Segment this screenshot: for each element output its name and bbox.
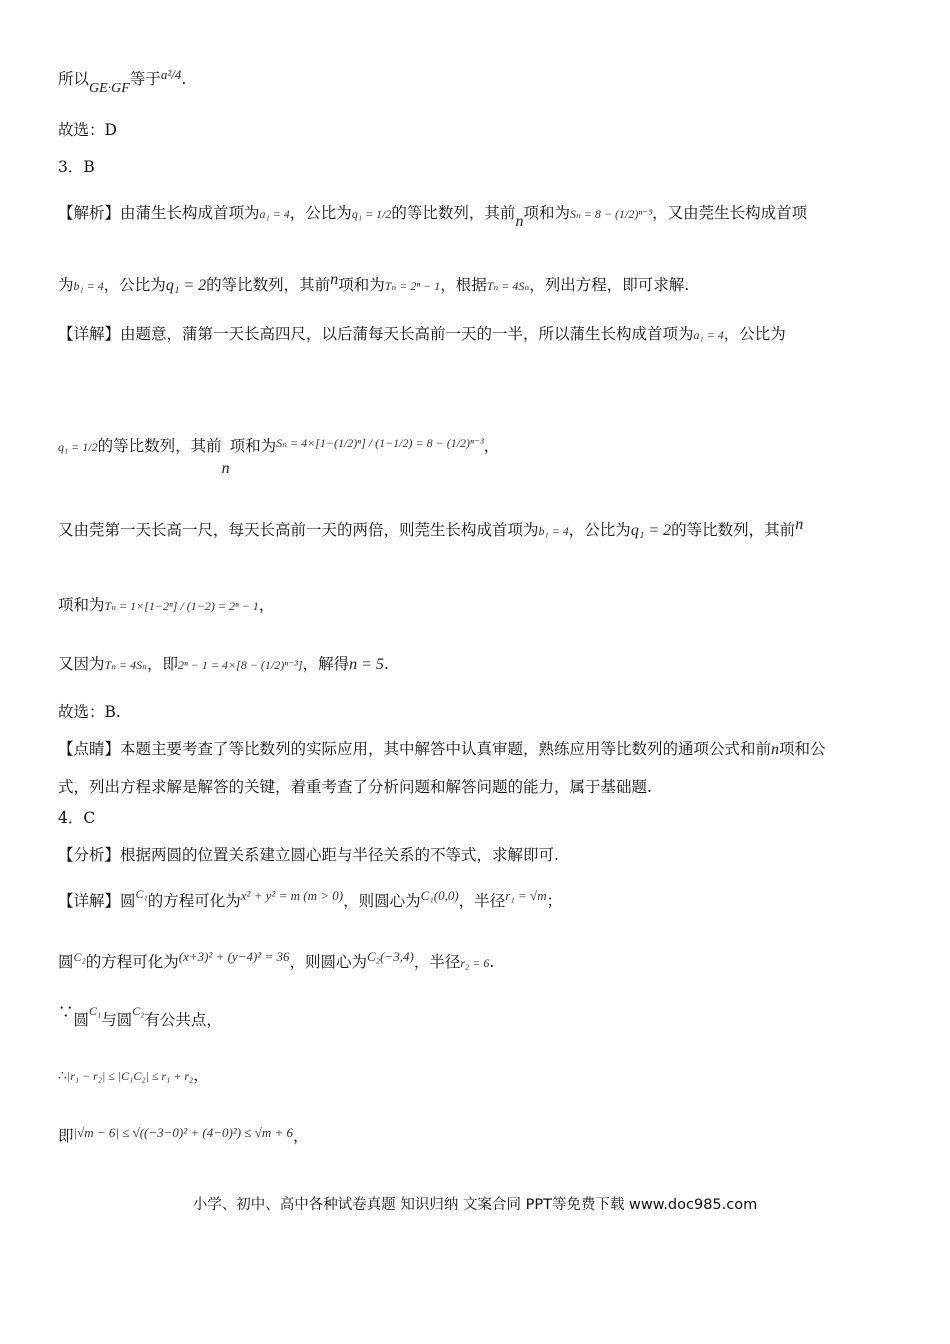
formula: q₁ = 2 [630, 522, 672, 539]
line-8 [58, 516, 804, 539]
formula: 2ⁿ − 1 = 4×[8 − (1/2)ⁿ⁻³] [178, 658, 303, 672]
formula: q₁ = 2 [165, 277, 207, 294]
formula: C₂ [132, 1004, 145, 1018]
formula: r₁ = √m [505, 888, 547, 903]
line-4 [58, 204, 808, 230]
formula: Sₙ = 8 − (1/2)ⁿ⁻³ [569, 207, 653, 221]
line-19 [58, 1068, 209, 1084]
text: ，半径 [413, 953, 461, 971]
text: 的等比数列，其前 [391, 204, 516, 222]
formula: n [515, 213, 524, 230]
text: ，列出方程，即可求解. [529, 276, 690, 294]
formula: a²/4 [160, 66, 182, 82]
formula: |r₁ − r₂| ≤ |C₁C₂| ≤ r₁ + r₂ [66, 1069, 194, 1083]
line-18 [58, 1003, 222, 1029]
formula: C₂ [73, 950, 86, 964]
text: 【详解】由题意，蒲第一天长高四尺，以后蒲每天长高前一天的一半，所以蒲生长构成首项为 [58, 325, 694, 343]
text: ，根据 [440, 276, 487, 294]
text: 所以 [58, 70, 90, 88]
text: ， [293, 1127, 309, 1145]
text: ，公比为 [568, 521, 631, 539]
text: 即 [58, 1127, 74, 1145]
formula: r₂ = 6 [460, 956, 490, 970]
text: ； [546, 892, 563, 910]
text: 与圆 [101, 1011, 133, 1029]
text: 圆 [58, 953, 74, 971]
line-15: 【分析】根据两圆的位置关系建立圆心距与半径关系的不等式，求解即可. [58, 846, 559, 864]
formula: C₂(−3,4) [366, 949, 414, 964]
text: 的方程可化为 [147, 892, 241, 910]
line-6 [58, 327, 786, 343]
text: ，解得 [302, 655, 350, 673]
formula: q₁ = 1/2 [351, 207, 392, 221]
text: ，又由莞生长构成首项 [652, 204, 808, 222]
line-2: 故选：D [58, 121, 117, 139]
formula: Tₙ = 2ⁿ − 1 [384, 279, 441, 293]
text: 项和为 [338, 276, 385, 294]
text: 的等比数列，其前 [206, 276, 331, 294]
line-7 [58, 436, 500, 477]
text: ，即 [147, 655, 179, 673]
text: ，公比为 [723, 325, 786, 343]
text: ， [258, 596, 275, 614]
formula: |√m − 6| ≤ √((−3−0)² + (4−0)²) ≤ √m + 6 [73, 1125, 294, 1140]
text: ，半径 [458, 892, 506, 910]
formula: a₁ = 4 [259, 207, 290, 221]
text: ∵ [58, 1003, 74, 1021]
formula: Sₙ = 4×[1−(1/2)ⁿ] / (1−1/2) = 8 − (1/2)ⁿ⁻³ [276, 436, 484, 450]
formula: C₁(0,0) [420, 888, 459, 903]
formula: b₁ = 4 [538, 524, 569, 538]
text: 的等比数列，其前 [671, 521, 796, 539]
formula: C₁ [89, 1004, 102, 1018]
formula: n [221, 460, 230, 477]
formula: q₁ = 1/2 [58, 440, 98, 454]
line-20 [58, 1125, 309, 1145]
text: ， [193, 1066, 209, 1084]
line-1 [58, 66, 187, 96]
text: 项和为 [229, 437, 277, 455]
formula: Tₙ = 4Sₙ [486, 279, 530, 293]
formula: Tₙ = 1×[1−2ⁿ] / (1−2) = 2ⁿ − 1 [104, 599, 259, 613]
formula: Tₙ = 4Sₙ [104, 658, 148, 672]
text: 项和为 [523, 204, 570, 222]
line-12 [58, 742, 826, 758]
line-9 [58, 598, 274, 614]
text: ，公比为 [289, 204, 352, 222]
text: . [489, 953, 495, 971]
text: 【解析】由蒲生长构成首项为 [58, 204, 260, 222]
text: 有公共点， [144, 1011, 222, 1029]
footer: 小学、初中、高中各种试卷真题 知识归纳 文案合同 PPT等免费下载 www.doc985.com [192, 1197, 758, 1213]
formula: n [771, 741, 780, 758]
text: 又由莞第一天长高一尺，每天长高前一天的两倍，则莞生长构成首项为 [58, 521, 539, 539]
text: . [181, 70, 187, 88]
text: ，则圆心为 [289, 953, 367, 971]
line-17 [58, 949, 495, 971]
text: ，公比为 [103, 276, 166, 294]
line-16 [58, 887, 563, 910]
formula: GE·GF [89, 81, 130, 96]
text: 的等比数列，其前 [97, 437, 222, 455]
text: 圆 [73, 1011, 90, 1029]
line-14: 4．C [58, 809, 96, 827]
text: 项和为 [58, 596, 105, 614]
text: 【点睛】本题主要考查了等比数列的实际应用，其中解答中认真审题，熟练应用等比数列的通项公式和前 [58, 740, 772, 758]
formula: x² + y² = m (m > 0) [240, 888, 344, 903]
line-10 [58, 657, 389, 673]
formula: n [795, 516, 804, 533]
text: 为 [58, 276, 74, 294]
formula: (x+3)² + (y−4)² = 36 [178, 949, 290, 964]
formula: n [330, 271, 339, 288]
text: ，则圆心为 [343, 892, 421, 910]
text: 的方程可化为 [85, 953, 179, 971]
formula: ∴ [58, 1069, 67, 1084]
text: 又因为 [58, 655, 105, 673]
text: 项和公 [779, 740, 826, 758]
text: . [383, 655, 389, 673]
line-5 [58, 271, 690, 294]
formula: b₁ = 4 [73, 279, 104, 293]
formula: C₁ [135, 887, 148, 901]
text: 等于 [129, 70, 161, 88]
formula: n = 5 [349, 656, 384, 673]
line-3: 3．B [58, 158, 95, 176]
line-13: 式，列出方程求解是解答的关键，着重考查了分析问题和解答问题的能力，属于基础题. [58, 778, 652, 796]
text: ， [483, 437, 500, 455]
formula: a₁ = 4 [693, 328, 724, 342]
text: 【详解】圆 [58, 892, 136, 910]
line-11: 故选：B. [58, 703, 121, 721]
